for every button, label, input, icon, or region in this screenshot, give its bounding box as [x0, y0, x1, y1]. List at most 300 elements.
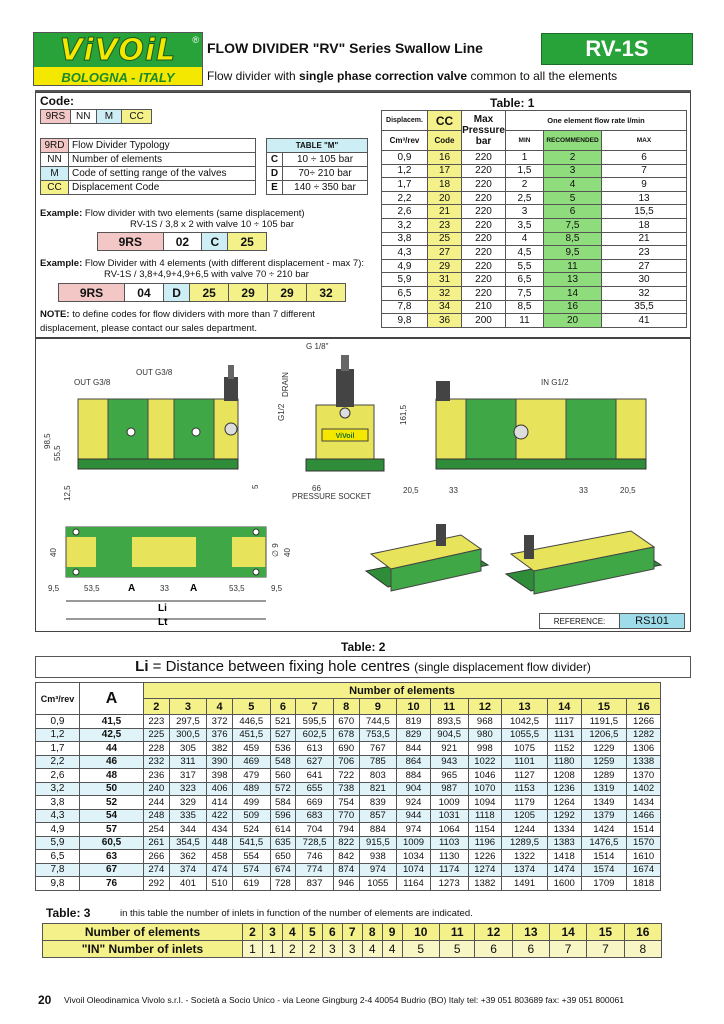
table2-cell: 635 — [270, 836, 296, 850]
table1-cell: 7,5 — [544, 218, 602, 232]
table2-cell: 614 — [270, 823, 296, 837]
table2-cell: 1206,5 — [581, 728, 627, 742]
table2-cell: 987 — [430, 782, 468, 796]
table2-cell: 746 — [296, 850, 334, 864]
table2-cell: 499 — [232, 796, 270, 810]
example-1-text: Example: Flow divider with two elements (same displacement) — [40, 208, 305, 219]
table2-cell: 292 — [144, 877, 170, 891]
table2-cell: 382 — [207, 742, 233, 756]
table1-header-flow: One element flow rate l/min — [506, 111, 687, 131]
legend-code: M — [41, 167, 69, 181]
table2-cell: 1264 — [547, 796, 581, 810]
table2-cell: 1034 — [397, 850, 431, 864]
dim-drain: DRAIN — [281, 372, 290, 397]
isometric-view-2 — [506, 531, 661, 594]
table1-cell: 20 — [544, 314, 602, 328]
isometric-view-1 — [366, 524, 488, 591]
table1-cell: 4,5 — [506, 246, 544, 260]
table1-cell: 9 — [602, 178, 687, 192]
example-2-cell: D — [163, 284, 189, 302]
table2-cell: 509 — [232, 809, 270, 823]
table2-a-cell: 46 — [80, 755, 144, 769]
table2-cell: 536 — [270, 742, 296, 756]
table2-cell: 1306 — [627, 742, 661, 756]
table1-header-max: MAX — [602, 131, 687, 151]
table2-cm3-cell: 4,9 — [36, 823, 80, 837]
table2-header-elements: Number of elements — [144, 683, 661, 699]
table2-row — [36, 769, 661, 783]
example-1-code — [97, 232, 267, 251]
table1-cell: 3,5 — [506, 218, 544, 232]
table2-cell: 627 — [296, 755, 334, 769]
table3-inlet-count: 3 — [342, 941, 362, 958]
table2-cell: 785 — [359, 755, 397, 769]
table1-cell: 32 — [428, 286, 462, 300]
table2-cm3-cell: 4,3 — [36, 809, 80, 823]
table1-cell: 31 — [428, 273, 462, 287]
table2-cell: 1322 — [502, 850, 548, 864]
table2-a-cell: 44 — [80, 742, 144, 756]
table1-header-recommended: RECOMMENDED — [544, 131, 602, 151]
table3-inlet-count: 1 — [243, 941, 263, 958]
table1-cell: 1,2 — [382, 164, 428, 178]
table2-cell: 1374 — [502, 863, 548, 877]
table3-inlet-count: 2 — [302, 941, 322, 958]
table2-cell: 1514 — [627, 823, 661, 837]
table2-cell: 655 — [296, 782, 334, 796]
reference-box — [539, 613, 685, 629]
table2-element-count: 6 — [270, 699, 296, 715]
table1-cell: 14 — [544, 286, 602, 300]
table2-element-count: 8 — [333, 699, 359, 715]
table2-cell: 390 — [207, 755, 233, 769]
table2-cell: 803 — [359, 769, 397, 783]
table-m-range: 10 ÷ 105 bar — [283, 153, 368, 167]
dim-53-5-a: 53,5 — [84, 584, 100, 593]
table1-cell: 220 — [462, 191, 506, 205]
table1-row — [382, 314, 687, 328]
legend-code: NN — [41, 153, 69, 167]
table2-cell: 228 — [144, 742, 170, 756]
table2-cell: 1244 — [502, 823, 548, 837]
table2-cell: 1600 — [547, 877, 581, 891]
table2-cell: 266 — [144, 850, 170, 864]
rear-view — [436, 381, 646, 469]
table2-a-cell: 63 — [80, 850, 144, 864]
table2-cell: 595,5 — [296, 715, 334, 729]
table1-row — [382, 232, 687, 246]
dim-li: Li — [158, 603, 167, 614]
table2-cell: 844 — [397, 742, 431, 756]
table2-cell: 1709 — [581, 877, 627, 891]
table1-cell: 15,5 — [602, 205, 687, 219]
table3-element-count: 2 — [243, 924, 263, 941]
table2-cell: 690 — [333, 742, 359, 756]
table2-cell: 446,5 — [232, 715, 270, 729]
table2-cell: 1042,5 — [502, 715, 548, 729]
example-2-cell: 04 — [125, 284, 164, 302]
table3-element-count: 12 — [475, 924, 512, 941]
table-m — [266, 138, 368, 195]
table1-cell: 11 — [544, 259, 602, 273]
table1-header-pressure: Max Pressure bar — [462, 111, 506, 151]
table1-cell: 220 — [462, 259, 506, 273]
table2-element-count: 5 — [232, 699, 270, 715]
table2-cell: 1208 — [547, 769, 581, 783]
table1-row — [382, 205, 687, 219]
dim-20-5-a: 20,5 — [403, 486, 419, 495]
table1-header-displacem: Displacem. — [382, 111, 428, 131]
table2-cell: 323 — [169, 782, 207, 796]
table2-row — [36, 809, 661, 823]
dim-55-5: 55,5 — [53, 445, 62, 461]
table1-title: Table: 1 — [490, 96, 535, 110]
table2-a-cell: 54 — [80, 809, 144, 823]
legend-desc: Code of setting range of the valves — [69, 167, 256, 181]
dim-33-a: 33 — [449, 486, 458, 495]
table2-cell: 968 — [468, 715, 502, 729]
table2-cell: 974 — [359, 863, 397, 877]
table3-row2-label: "IN" Number of inlets — [43, 941, 243, 958]
table1-cell: 2,5 — [506, 191, 544, 205]
table1-cell: 20 — [428, 191, 462, 205]
dim-g12: G1/2 — [277, 403, 286, 421]
table2-cell: 774 — [296, 863, 334, 877]
table1-row — [382, 300, 687, 314]
table2-a-cell: 52 — [80, 796, 144, 810]
table2-cell: 669 — [296, 796, 334, 810]
table1-cell: 9,5 — [544, 246, 602, 260]
table2-cell: 1229 — [581, 742, 627, 756]
table1-cell: 220 — [462, 151, 506, 165]
table2-cell: 1174 — [430, 863, 468, 877]
table2-cell: 641 — [296, 769, 334, 783]
code-cell-cc: CC — [122, 110, 152, 124]
example-1-cell: 02 — [163, 233, 202, 251]
table2-cell: 915,5 — [359, 836, 397, 850]
note-line2: displacement, please contact our sales department. — [40, 323, 258, 334]
table2-row — [36, 850, 661, 864]
table2-cell: 1334 — [547, 823, 581, 837]
table2-cell: 706 — [333, 755, 359, 769]
table1-cell: 32 — [602, 286, 687, 300]
table2-row — [36, 728, 661, 742]
table2-cell: 541,5 — [232, 836, 270, 850]
page-number: 20 — [38, 993, 52, 1007]
table1-cell: 7,8 — [382, 300, 428, 314]
table2-cell: 1466 — [627, 809, 661, 823]
table2-cell: 744,5 — [359, 715, 397, 729]
table2-cell: 1379 — [581, 809, 627, 823]
table2-row — [36, 782, 661, 796]
table2-element-count: 12 — [468, 699, 502, 715]
table2-a-cell: 41,5 — [80, 715, 144, 729]
table2-cell: 474 — [207, 863, 233, 877]
table2-cell: 1610 — [627, 850, 661, 864]
table1-cell: 4 — [506, 232, 544, 246]
table2-cell: 980 — [468, 728, 502, 742]
table3-inlet-count: 5 — [402, 941, 439, 958]
table2-cm3-cell: 1,7 — [36, 742, 80, 756]
table2-cell: 822 — [333, 836, 359, 850]
table1-header-code: Code — [428, 131, 462, 151]
table2-cell: 469 — [232, 755, 270, 769]
table2-cell: 1055,5 — [502, 728, 548, 742]
dim-in-g12: IN G1/2 — [541, 378, 569, 387]
table1-cell: 18 — [602, 218, 687, 232]
table2-cm3-cell: 6,5 — [36, 850, 80, 864]
table1-cell: 8,5 — [506, 300, 544, 314]
table2-cell: 829 — [397, 728, 431, 742]
table2-cell: 728 — [270, 877, 296, 891]
dim-33-c: 33 — [160, 584, 169, 593]
table2-cell: 1292 — [547, 809, 581, 823]
legend-code: 9RD — [41, 139, 69, 153]
code-structure — [40, 109, 152, 124]
table1-cell: 29 — [428, 259, 462, 273]
table3-element-count: 11 — [439, 924, 475, 941]
dim-9-5-a: 9,5 — [48, 584, 60, 593]
table3-element-count: 10 — [402, 924, 439, 941]
table1-cell: 23 — [602, 246, 687, 260]
table2-a-cell: 42,5 — [80, 728, 144, 742]
table2-row — [36, 863, 661, 877]
table2-cell: 1289,5 — [502, 836, 548, 850]
table1-cell: 23 — [428, 218, 462, 232]
table2-cell: 297,5 — [169, 715, 207, 729]
table3-inlet-count: 4 — [362, 941, 382, 958]
table2-cell: 1127 — [502, 769, 548, 783]
table2-element-count: 9 — [359, 699, 397, 715]
table3-inlet-count: 4 — [382, 941, 402, 958]
table2-cell: 376 — [207, 728, 233, 742]
table2-cell: 821 — [359, 782, 397, 796]
table2-cell: 839 — [359, 796, 397, 810]
table1-cell: 9,8 — [382, 314, 428, 328]
table-m-title: TABLE "M" — [267, 139, 368, 153]
table1-cell: 13 — [602, 191, 687, 205]
table2-cell: 1074 — [397, 863, 431, 877]
table2-row — [36, 796, 661, 810]
table2-cell: 683 — [296, 809, 334, 823]
example-1-line2: RV-1S / 3,8 x 2 with valve 10 ÷ 105 bar — [130, 219, 294, 230]
table2-cell: 329 — [169, 796, 207, 810]
table1-cell: 2,2 — [382, 191, 428, 205]
table2-cell: 1319 — [581, 782, 627, 796]
table2-cell: 884 — [397, 769, 431, 783]
table2-cell: 1382 — [468, 877, 502, 891]
table1-row — [382, 191, 687, 205]
table1-cell: 6,5 — [382, 286, 428, 300]
table2-cell: 1205 — [502, 809, 548, 823]
table2-cm3-cell: 5,9 — [36, 836, 80, 850]
code-cell-type: 9RS — [41, 110, 71, 124]
table1-cell: 7,5 — [506, 286, 544, 300]
table2-element-count: 15 — [581, 699, 627, 715]
table2-cell: 670 — [333, 715, 359, 729]
table1-cell: 0,9 — [382, 151, 428, 165]
table2-a-cell: 76 — [80, 877, 144, 891]
table2-row — [36, 836, 661, 850]
table2-cell: 1179 — [502, 796, 548, 810]
table2-cell: 1031 — [430, 809, 468, 823]
table2-cell: 837 — [296, 877, 334, 891]
table2-cell: 572 — [270, 782, 296, 796]
dim-a-1: A — [128, 583, 136, 594]
table1-cell: 2 — [544, 151, 602, 165]
table2-cell: 904 — [397, 782, 431, 796]
table2-cell: 414 — [207, 796, 233, 810]
table2-cell: 944 — [397, 809, 431, 823]
table2-element-count: 16 — [627, 699, 661, 715]
table3-element-count: 8 — [362, 924, 382, 941]
table1-cell: 5 — [544, 191, 602, 205]
dim-20-5-b: 20,5 — [620, 486, 636, 495]
table2-element-count: 2 — [144, 699, 170, 715]
table2-a-cell: 67 — [80, 863, 144, 877]
dim-diameter-9: ∅ 9 — [271, 543, 280, 557]
table2-element-count: 13 — [502, 699, 548, 715]
table2-cell: 1282 — [627, 728, 661, 742]
table1-row — [382, 218, 687, 232]
table3-element-count: 16 — [624, 924, 661, 941]
table2-cm3-cell: 0,9 — [36, 715, 80, 729]
table2-element-count: 3 — [169, 699, 207, 715]
table2-cell: 921 — [430, 742, 468, 756]
table3-element-count: 14 — [550, 924, 587, 941]
table3-row1-label: Number of elements — [43, 924, 243, 941]
dim-33-b: 33 — [579, 486, 588, 495]
table2-cell: 317 — [169, 769, 207, 783]
example-2-code — [58, 283, 346, 302]
legend-desc: Flow Divider Typology — [69, 139, 256, 153]
table1-cell: 4,9 — [382, 259, 428, 273]
table2-cell: 223 — [144, 715, 170, 729]
table2-element-count: 4 — [207, 699, 233, 715]
table1-cell: 1,7 — [382, 178, 428, 192]
table2-cell: 1046 — [468, 769, 502, 783]
logo-brand: ViVOiL — [59, 32, 177, 68]
table2-cell: 560 — [270, 769, 296, 783]
table2-cm3-cell: 1,2 — [36, 728, 80, 742]
table2-cell: 1259 — [581, 755, 627, 769]
table2-cell: 374 — [169, 863, 207, 877]
table2-cm3-cell: 3,2 — [36, 782, 80, 796]
table2-cell: 422 — [207, 809, 233, 823]
table3-inlet-count: 8 — [624, 941, 661, 958]
table2-cell: 884 — [359, 823, 397, 837]
table1-row — [382, 178, 687, 192]
table1-cell: 3 — [544, 164, 602, 178]
table2-cell: 1349 — [581, 796, 627, 810]
note-text: NOTE: to define codes for flow dividers with more than 7 different — [40, 309, 315, 320]
table2-row — [36, 755, 661, 769]
table2-cell: 842 — [333, 850, 359, 864]
table1-cell: 6 — [544, 205, 602, 219]
table2-a-cell: 50 — [80, 782, 144, 796]
code-cell-nn: NN — [70, 110, 96, 124]
table2-cell: 274 — [144, 863, 170, 877]
table2-cell: 300,5 — [169, 728, 207, 742]
table1-cell: 36 — [428, 314, 462, 328]
table1-cell: 6 — [602, 151, 687, 165]
dim-5: 5 — [251, 484, 260, 489]
table2-cell: 232 — [144, 755, 170, 769]
table1-row — [382, 259, 687, 273]
table2-cell: 1103 — [430, 836, 468, 850]
table2-row — [36, 742, 661, 756]
table2-cell: 728,5 — [296, 836, 334, 850]
logo-subtitle: BOLOGNA - ITALY — [61, 69, 175, 85]
table1-cell: 35,5 — [602, 300, 687, 314]
table2-cell: 1130 — [430, 850, 468, 864]
table2-cell: 1196 — [468, 836, 502, 850]
table2-cell: 1094 — [468, 796, 502, 810]
dim-g18: G 1/8" — [306, 342, 329, 351]
table2-cell: 1424 — [581, 823, 627, 837]
table1-cell: 7 — [602, 164, 687, 178]
table2-cell: 548 — [270, 755, 296, 769]
table1-cell: 2,6 — [382, 205, 428, 219]
dim-66: 66 — [312, 484, 321, 493]
table2-cell: 1289 — [581, 769, 627, 783]
table1-cell: 34 — [428, 300, 462, 314]
table1-cell: 1 — [506, 151, 544, 165]
table3 — [42, 923, 662, 958]
table2-cell: 767 — [359, 742, 397, 756]
dim-53-5-b: 53,5 — [229, 584, 245, 593]
table3-inlet-count: 2 — [282, 941, 302, 958]
table1-cell: 200 — [462, 314, 506, 328]
table3-element-count: 7 — [342, 924, 362, 941]
table1-row — [382, 273, 687, 287]
table2-cell: 1570 — [627, 836, 661, 850]
table2 — [35, 682, 661, 891]
table2-cell: 819 — [397, 715, 431, 729]
table2-row — [36, 823, 661, 837]
example-2-cell: 32 — [306, 284, 345, 302]
logo-registered-mark: ® — [192, 35, 199, 45]
table1-cell: 220 — [462, 164, 506, 178]
table2-cell: 401 — [169, 877, 207, 891]
table1-cell: 25 — [428, 232, 462, 246]
table2-cell: 754 — [333, 796, 359, 810]
table2-cell: 574 — [232, 863, 270, 877]
table2-cell: 489 — [232, 782, 270, 796]
table2-cell: 254 — [144, 823, 170, 837]
table2-cell: 434 — [207, 823, 233, 837]
table-m-code: D — [267, 167, 283, 181]
table2-cell: 794 — [333, 823, 359, 837]
table2-a-cell: 60,5 — [80, 836, 144, 850]
table1-cell: 18 — [428, 178, 462, 192]
table2-cell: 1009 — [430, 796, 468, 810]
table2-cell: 1674 — [627, 863, 661, 877]
example-2-text: Example: Flow Divider with 4 elements (with different displacement - max 7): — [40, 258, 365, 269]
table1-cell: 220 — [462, 178, 506, 192]
table2-cell: 1153 — [502, 782, 548, 796]
table2-cell: 1117 — [547, 715, 581, 729]
table3-element-count: 4 — [282, 924, 302, 941]
table2-cell: 965 — [430, 769, 468, 783]
table2-cell: 1022 — [468, 755, 502, 769]
page-title: FLOW DIVIDER "RV" Series Swallow Line — [207, 40, 483, 56]
table1-cell: 27 — [428, 246, 462, 260]
table2-cell: 874 — [333, 863, 359, 877]
table2-cell: 1491 — [502, 877, 548, 891]
table2-cell: 1009 — [397, 836, 431, 850]
dim-out-g38-b: OUT G3/8 — [136, 368, 173, 377]
